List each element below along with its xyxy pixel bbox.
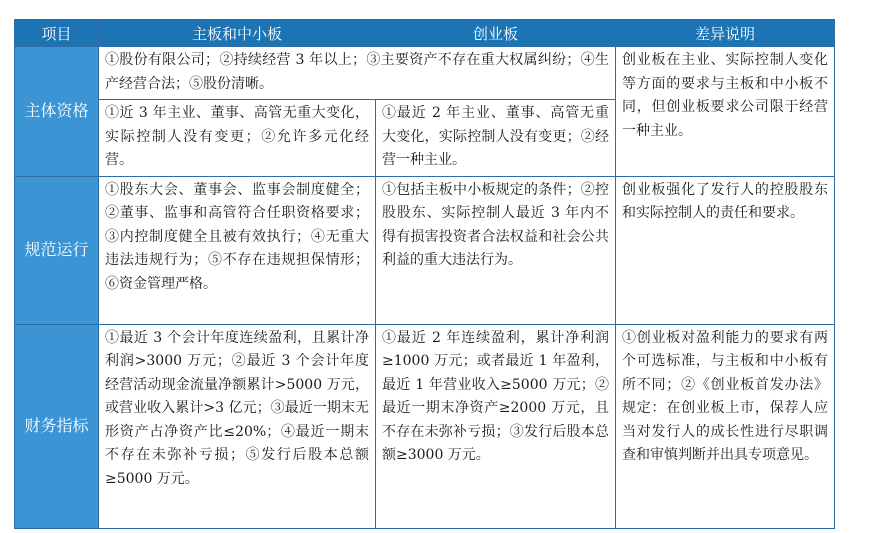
header-main-board: 主板和中小板	[99, 20, 376, 47]
listing-comparison-table	[14, 19, 835, 529]
header-chinext: 创业板	[376, 20, 616, 47]
table-row-governance	[15, 176, 835, 324]
header-diff: 差异说明	[616, 20, 835, 47]
header-row	[15, 20, 835, 47]
cell-subject-shared: ①股份有限公司；②持续经营 3 年以上；③主要资产不存在重大权属纠纷；④生产经营合法；⑤股份清晰。	[99, 47, 616, 100]
table-row-finance	[15, 324, 835, 528]
cell-governance-chinext: ①包括主板中小板规定的条件；②控股股东、实际控制人最近 3 年内不得有损害投资者合法权益和社会公共利益的重大违法行为。	[376, 176, 616, 324]
cell-governance-main: ①股东大会、董事会、监事会制度健全；②董事、监事和高管符合任职资格要求；③内控制度健全且被有效执行；④无重大违法违规行为；⑤不存在违规担保情形；⑥资金管理严格。	[99, 176, 376, 324]
table-row-subject-a	[15, 47, 835, 100]
cell-finance-main: ①最近 3 个会计年度连续盈利，且累计净利润>3000 万元；②最近 3 个会计年度经营活动现金流量净额累计>5000 万元，或营业收入累计>3 亿元；③最近一期末无形资产占净资产比≤20%；④最近一期末不存在未弥补亏损；⑤发行后股本总额≥5000 万元。	[99, 324, 376, 528]
cell-finance-chinext: ①最近 2 年连续盈利，累计净利润≥1000 万元；或者最近 1 年盈利，最近 1 年营业收入≥5000 万元；②最近一期末净资产≥2000 万元，且不存在未弥补亏损；③发行后股本总额≥3000 万元。	[376, 324, 616, 528]
cell-subject-main: ①近 3 年主业、董事、高管无重大变化，实际控制人没有变更；②允许多元化经营。	[99, 100, 376, 177]
header-item: 项目	[15, 20, 99, 47]
category-subject: 主体资格	[15, 47, 99, 177]
cell-governance-diff: 创业板强化了发行人的控股股东和实际控制人的责任和要求。	[616, 176, 835, 324]
cell-subject-chinext: ①最近 2 年主业、董事、高管无重大变化，实际控制人没有变更；②经营一种主业。	[376, 100, 616, 177]
category-governance: 规范运行	[15, 176, 99, 324]
category-finance: 财务指标	[15, 324, 99, 528]
cell-subject-diff: 创业板在主业、实际控制人变化等方面的要求与主板和中小板不同，但创业板要求公司限于经营一种主业。	[616, 47, 835, 177]
cell-finance-diff: ①创业板对盈利能力的要求有两个可选标准，与主板和中小板有所不同；②《创业板首发办法》规定：在创业板上市，保荐人应当对发行人的成长性进行尽职调查和审慎判断并出具专项意见。	[616, 324, 835, 528]
